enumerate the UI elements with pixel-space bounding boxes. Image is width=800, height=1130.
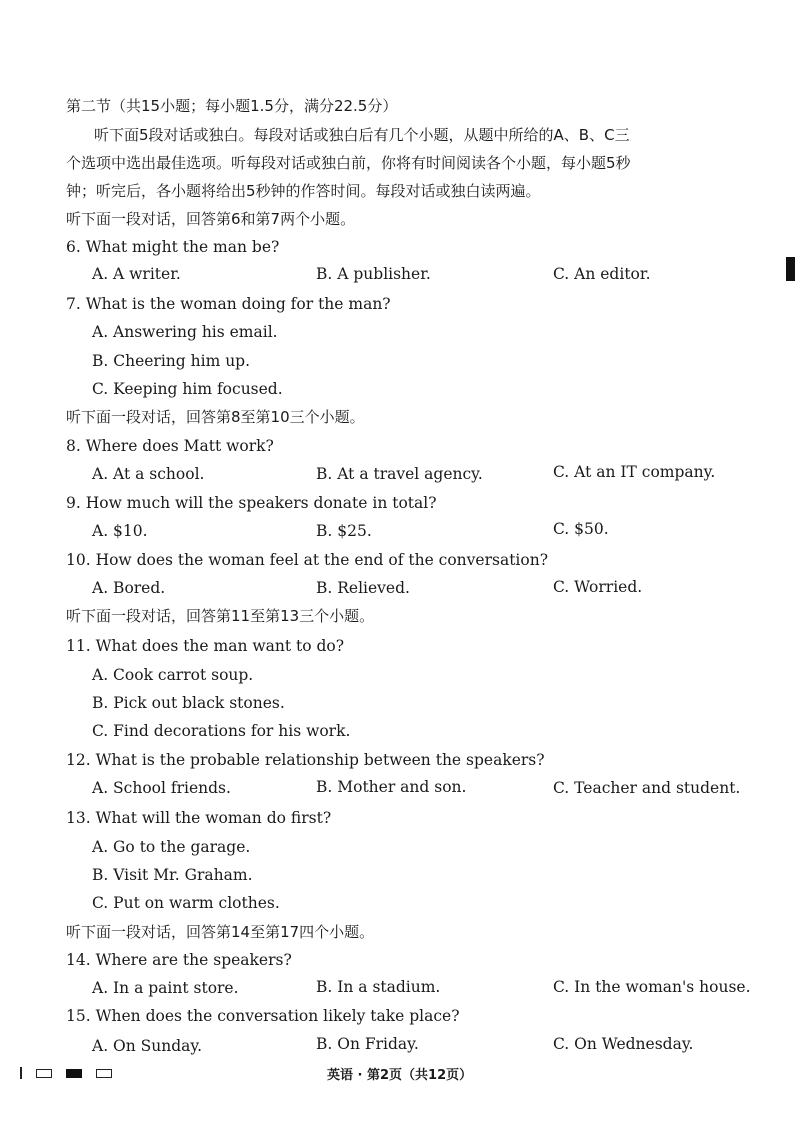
edge-registration-mark [786, 257, 795, 281]
q10-option-a: A. Bored. [92, 579, 166, 597]
q8-option-c: C. At an IT company. [553, 463, 716, 481]
group-instruction-2: 听下面一段对话，回答第8至第10三个小题。 [66, 408, 365, 426]
section-heading: 第二节（共15小题；每小题1.5分，满分22.5分） [66, 97, 398, 115]
q9-option-b: B. $25. [316, 522, 372, 540]
q7-option-c: C. Keeping him focused. [92, 380, 283, 398]
question-11: 11. What does the man want to do? [66, 637, 345, 655]
question-10: 10. How does the woman feel at the end of the conversation? [66, 551, 549, 569]
q8-option-b: B. At a travel agency. [316, 465, 483, 483]
question-6: 6. What might the man be? [66, 238, 280, 256]
footer-box-mark-1 [36, 1069, 52, 1078]
q14-option-c: C. In the woman's house. [553, 978, 751, 996]
q11-option-c: C. Find decorations for his work. [92, 722, 351, 740]
q6-option-a: A. A writer. [92, 265, 181, 283]
q7-option-a: A. Answering his email. [92, 323, 278, 341]
q12-option-a: A. School friends. [92, 779, 231, 797]
q12-option-b: B. Mother and son. [316, 778, 467, 796]
question-13: 13. What will the woman do first? [66, 809, 332, 827]
footer-tick-mark [20, 1067, 22, 1079]
q14-option-b: B. In a stadium. [316, 978, 441, 996]
q13-option-c: C. Put on warm clothes. [92, 894, 280, 912]
q10-option-b: B. Relieved. [316, 579, 410, 597]
question-8: 8. Where does Matt work? [66, 437, 274, 455]
question-9: 9. How much will the speakers donate in total? [66, 494, 437, 512]
page-number-label: 英语 · 第2页（共12页） [327, 1068, 473, 1083]
q6-option-c: C. An editor. [553, 265, 651, 283]
q15-option-a: A. On Sunday. [92, 1037, 203, 1055]
q6-option-b: B. A publisher. [316, 265, 431, 283]
q13-option-b: B. Visit Mr. Graham. [92, 866, 253, 884]
instruction-line-1: 听下面5段对话或独白。每段对话或独白后有几个小题，从题中所给的A、B、C三 [94, 126, 630, 144]
q13-option-a: A. Go to the garage. [92, 838, 251, 856]
q10-option-c: C. Worried. [553, 578, 643, 596]
q14-option-a: A. In a paint store. [92, 979, 239, 997]
q15-option-b: B. On Friday. [316, 1035, 419, 1053]
instruction-line-2: 个选项中选出最佳选项。听每段对话或独白前，你将有时间阅读各个小题，每小题5秒 [66, 154, 631, 172]
group-instruction-4: 听下面一段对话，回答第14至第17四个小题。 [66, 923, 375, 941]
q11-option-a: A. Cook carrot soup. [92, 666, 254, 684]
question-14: 14. Where are the speakers? [66, 951, 292, 969]
q15-option-c: C. On Wednesday. [553, 1035, 694, 1053]
q12-option-c: C. Teacher and student. [553, 779, 741, 797]
q9-option-c: C. $50. [553, 520, 609, 538]
instruction-line-3: 钟；听完后，各小题将给出5秒钟的作答时间。每段对话或独白读两遍。 [66, 182, 541, 200]
question-7: 7. What is the woman doing for the man? [66, 295, 391, 313]
q11-option-b: B. Pick out black stones. [92, 694, 285, 712]
footer-box-mark-2 [96, 1069, 112, 1078]
question-15: 15. When does the conversation likely take place? [66, 1007, 460, 1025]
question-12: 12. What is the probable relationship between the speakers? [66, 751, 545, 769]
group-instruction-1: 听下面一段对话，回答第6和第7两个小题。 [66, 210, 356, 228]
group-instruction-3: 听下面一段对话，回答第11至第13三个小题。 [66, 607, 375, 625]
q8-option-a: A. At a school. [92, 465, 205, 483]
q9-option-a: A. $10. [92, 522, 148, 540]
footer-solid-mark [66, 1069, 82, 1078]
q7-option-b: B. Cheering him up. [92, 352, 251, 370]
